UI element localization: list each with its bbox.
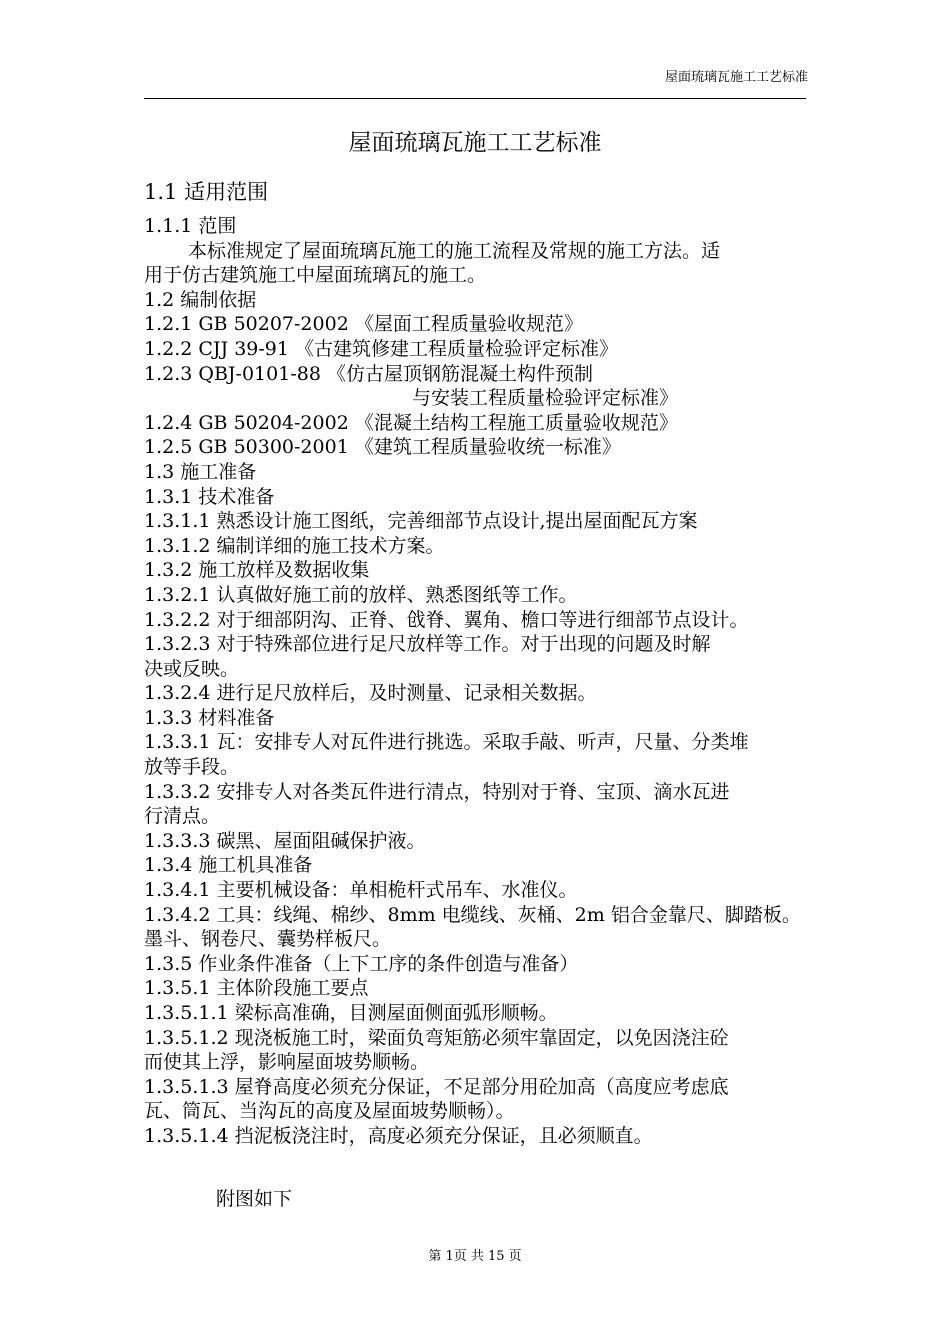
reference-item: 1.2.3 QBJ-0101-88 《仿古屋顶钢筋混凝土构件预制 bbox=[144, 362, 593, 385]
list-item: 1.3.3.3 碳黑、屋面阻碱保护液。 bbox=[144, 829, 426, 852]
list-item: 1.3.5.1.4 挡泥板浇注时，高度必须充分保证，且必须顺直。 bbox=[144, 1124, 653, 1147]
reference-item: 1.2.1 GB 50207-2002 《屋面工程质量验收规范》 bbox=[144, 313, 583, 336]
list-item: 1.3.3.1 瓦：安排专人对瓦件进行挑选。采取手敲、听声，尺量、分类堆 bbox=[144, 731, 749, 754]
page-footer: 第 1页 共 15 页 bbox=[428, 1249, 522, 1264]
list-item-continuation: 行清点。 bbox=[144, 805, 221, 828]
running-header: 屋面琉璃瓦施工工艺标准 bbox=[664, 70, 808, 85]
subsection-heading: 1.3.4 施工机具准备 bbox=[144, 854, 313, 877]
subsection-heading: 1.3.3 材料准备 bbox=[144, 706, 275, 729]
section-heading: 1.2 编制依据 bbox=[144, 288, 257, 311]
list-item-continuation: 墨斗、钢卷尺、囊势样板尺。 bbox=[144, 928, 392, 951]
list-item: 1.3.3.2 安排专人对各类瓦件进行清点，特别对于脊、宝顶、滴水瓦进 bbox=[144, 780, 730, 803]
section-heading: 1.3 施工准备 bbox=[144, 460, 257, 483]
list-item: 1.3.2.3 对于特殊部位进行足尺放样等工作。对于出现的问题及时解 bbox=[144, 633, 711, 656]
list-item: 1.3.5.1.1 梁标高准确，目测屋面侧面弧形顺畅。 bbox=[144, 1002, 558, 1024]
list-item-continuation: 瓦、筒瓦、当沟瓦的高度及屋面坡势顺畅）。 bbox=[144, 1100, 515, 1123]
subsection-heading: 1.3.5.1 主体阶段施工要点 bbox=[144, 977, 369, 1000]
reference-item: 1.2.4 GB 50204-2002 《混凝土结构工程施工质量验收规范》 bbox=[144, 411, 678, 434]
reference-item: 1.2.5 GB 50300-2001 《建筑工程质量验收统一标准》 bbox=[144, 436, 621, 459]
list-item-continuation: 决或反映。 bbox=[144, 657, 240, 680]
subsection-heading: 1.3.2 施工放样及数据收集 bbox=[144, 559, 370, 582]
subsection-heading: 1.3.5 作业条件准备（上下工序的条件创造与准备） bbox=[144, 952, 579, 975]
document-body bbox=[144, 176, 824, 1149]
list-item: 1.3.2.1 认真做好施工前的放样、熟悉图纸等工作。 bbox=[144, 583, 578, 606]
list-item: 1.3.2.2 对于细部阴沟、正脊、戗脊、翼角、檐口等进行细部节点设计。 bbox=[144, 608, 749, 631]
section-heading: 1.1 适用范围 bbox=[144, 180, 269, 204]
list-item: 1.3.5.1.2 现浇板施工时，梁面负弯矩筋必须牢靠固定，以免因浇注砼 bbox=[144, 1026, 729, 1049]
list-item: 1.3.4.1 主要机械设备：单相桅杆式吊车、水准仪。 bbox=[144, 879, 578, 902]
paragraph-line: 本标准规定了屋面琉璃瓦施工的施工流程及常规的施工方法。适 bbox=[188, 239, 721, 262]
figure-note: 附图如下 bbox=[216, 1188, 293, 1210]
subsection-heading: 1.3.1 技术准备 bbox=[144, 485, 275, 508]
list-item: 1.3.1.1 熟悉设计施工图纸，完善细部节点设计,提出屋面配瓦方案 bbox=[144, 510, 698, 533]
header-rule bbox=[144, 98, 806, 99]
list-item: 1.3.1.2 编制详细的施工技术方案。 bbox=[144, 534, 445, 557]
paragraph-line: 用于仿古建筑施工中屋面琉璃瓦的施工。 bbox=[144, 264, 487, 287]
document-title: 屋面琉璃瓦施工工艺标准 bbox=[348, 130, 602, 156]
list-item-continuation: 而使其上浮，影响屋面坡势顺畅。 bbox=[144, 1051, 430, 1074]
subsection-heading: 1.1.1 范围 bbox=[144, 215, 237, 237]
list-item: 1.3.4.2 工具：线绳、棉纱、8mm 电缆线、灰桶、2m 铝合金靠尺、脚踏板。 bbox=[144, 903, 801, 926]
list-item: 1.3.5.1.3 屋脊高度必须充分保证，不足部分用砼加高（高度应考虑底 bbox=[144, 1075, 729, 1098]
list-item-continuation: 放等手段。 bbox=[144, 756, 240, 779]
reference-item: 1.2.2 CJJ 39-91 《古建筑修建工程质量检验评定标准》 bbox=[144, 337, 619, 360]
list-item: 1.3.2.4 进行足尺放样后，及时测量、记录相关数据。 bbox=[144, 682, 597, 705]
reference-item-continuation: 与安装工程质量检验评定标准》 bbox=[412, 387, 679, 410]
